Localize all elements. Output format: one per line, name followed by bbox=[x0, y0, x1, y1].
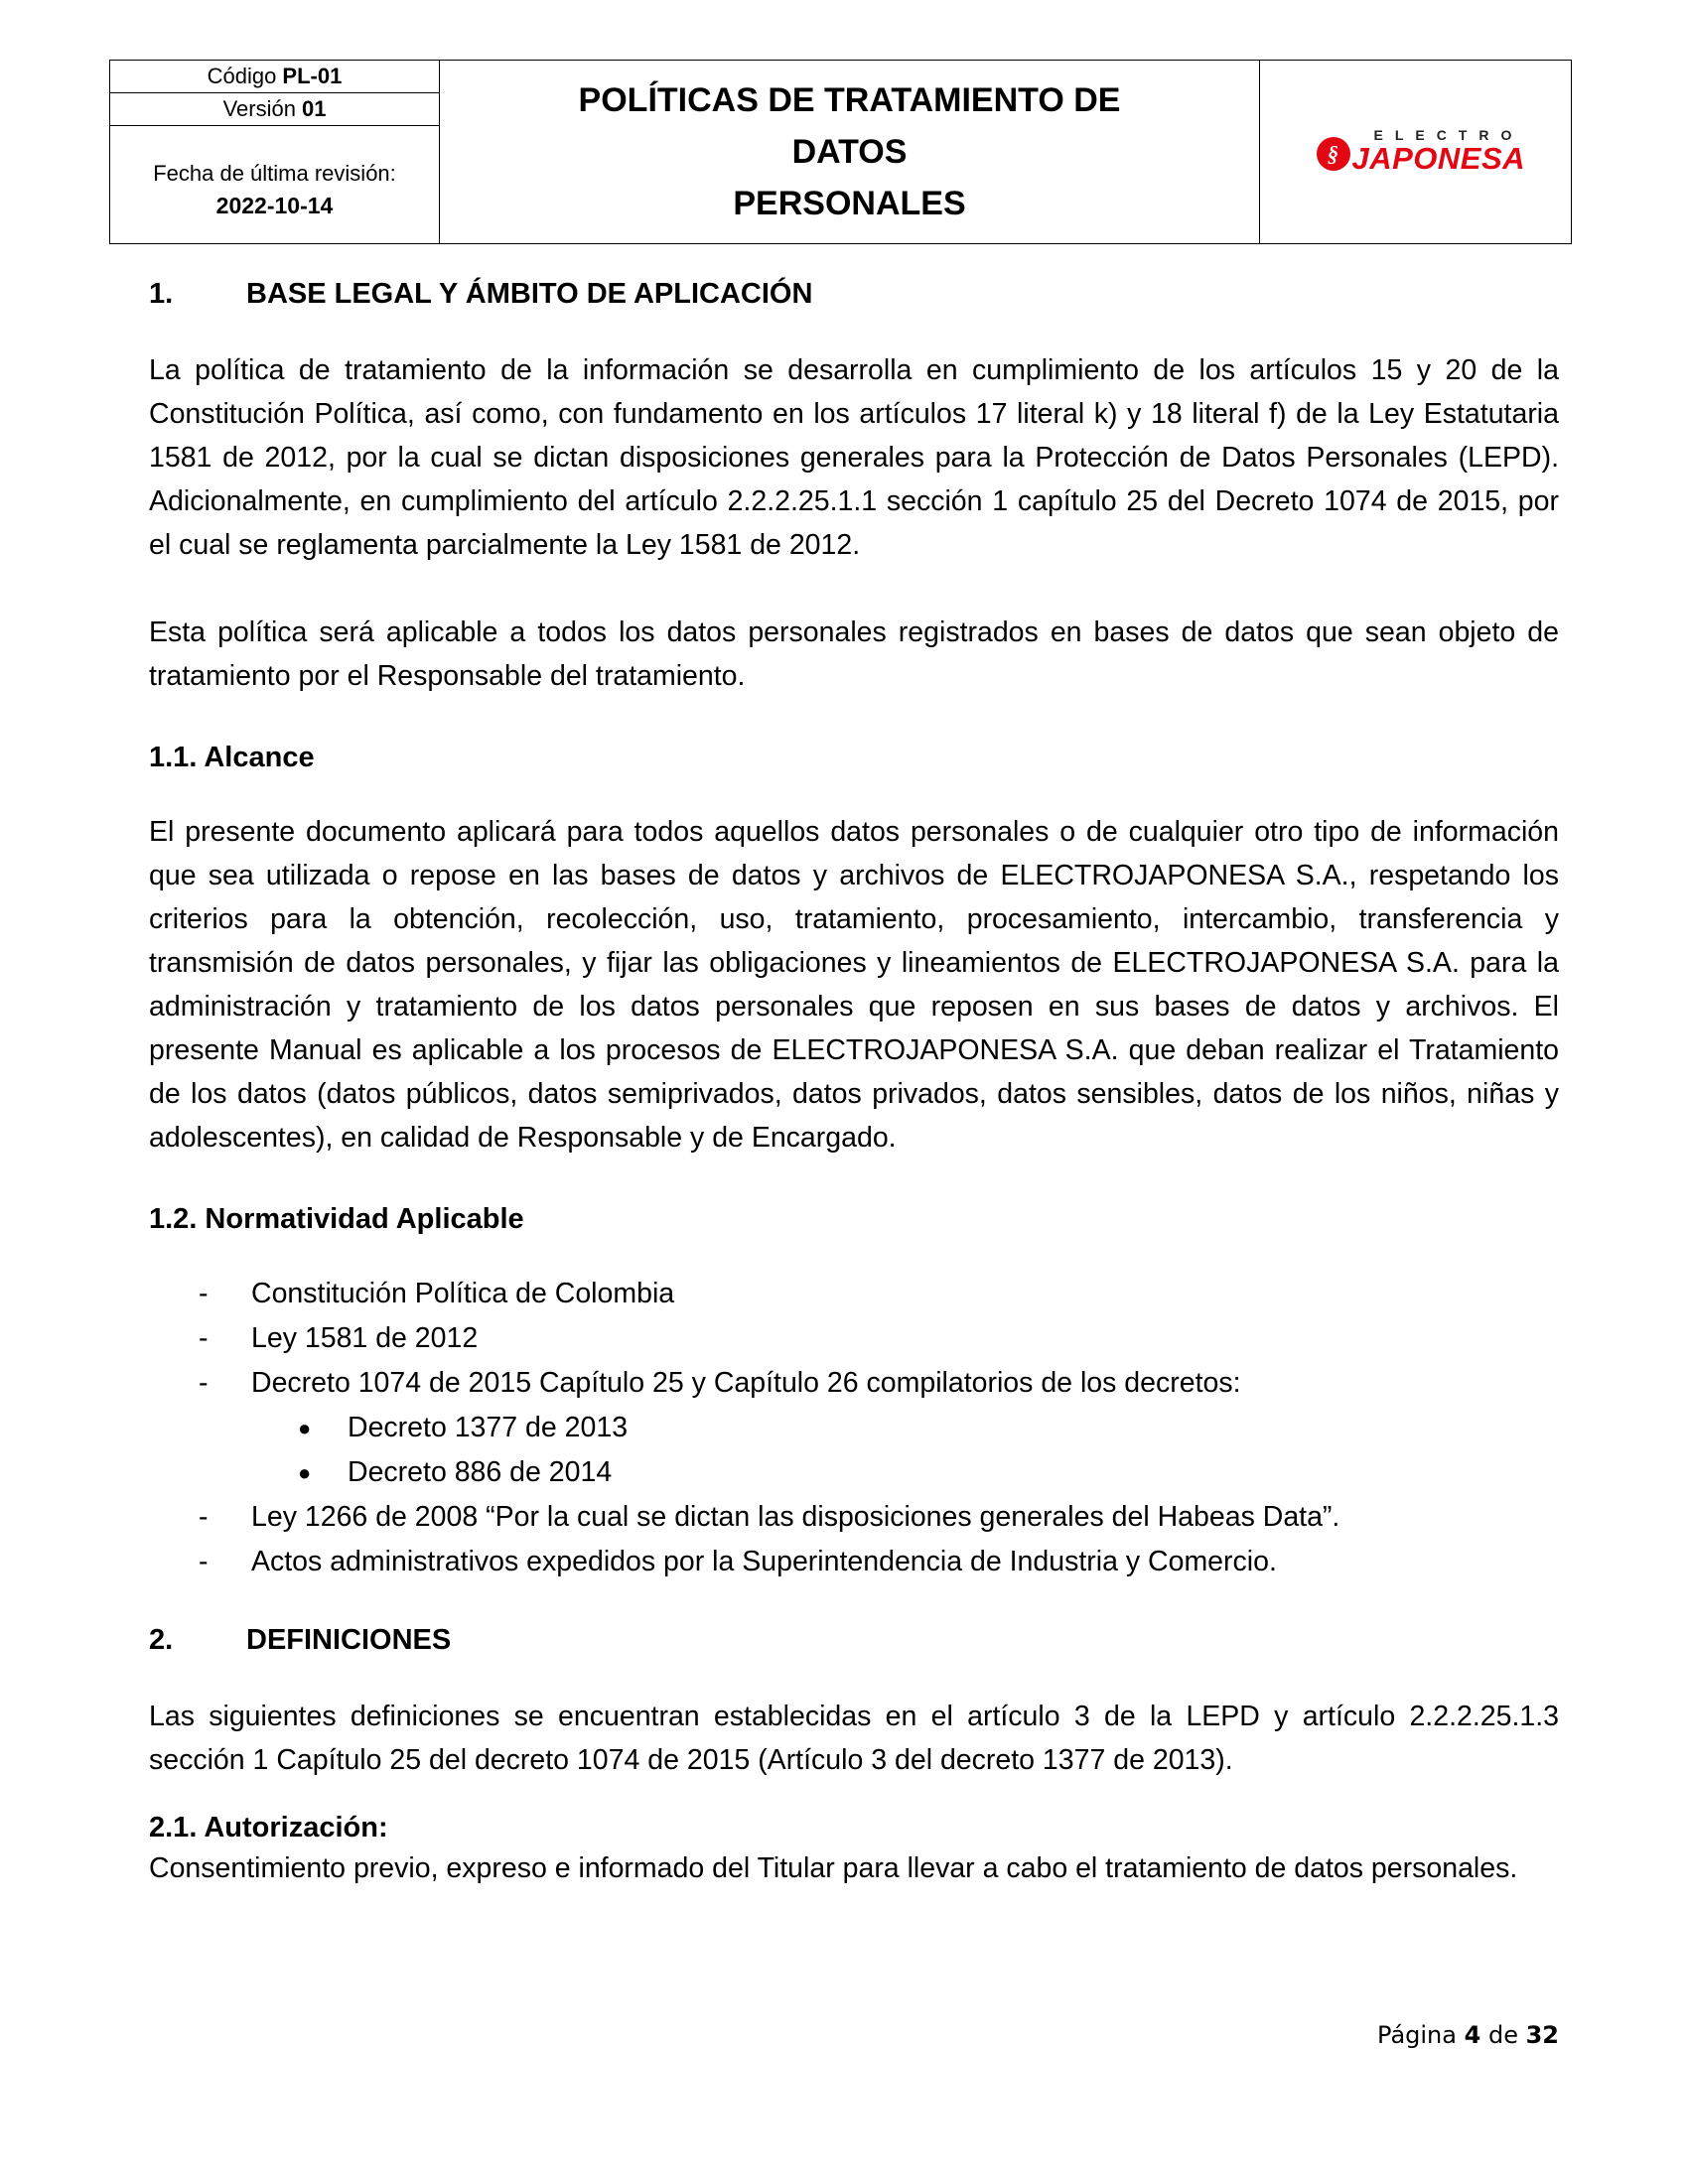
sub-list-item bbox=[298, 1406, 1559, 1450]
list-item-text: Actos administrativos expedidos por la Superintendencia de Industria y Comercio. bbox=[251, 1546, 1277, 1577]
section-1-heading bbox=[149, 278, 1559, 311]
page-number bbox=[1377, 2021, 1559, 2049]
title-line-1: POLÍTICAS DE TRATAMIENTO DE DATOS bbox=[578, 81, 1121, 171]
section-2-number: 2. bbox=[149, 1624, 174, 1656]
revision-date-value: 2022-10-14 bbox=[215, 193, 334, 218]
version-value: 01 bbox=[301, 96, 327, 121]
header-logo-cell bbox=[1260, 61, 1571, 243]
revision-date-label: Fecha de última revisión: bbox=[153, 161, 396, 186]
revision-date-cell bbox=[110, 126, 439, 243]
document-body bbox=[149, 278, 1559, 1934]
section-2-1-paragraph: Consentimiento previo, expreso e informado del Titular para llevar a cabo el tratamiento de datos personales. bbox=[149, 1852, 1518, 1884]
list-item bbox=[149, 1495, 1559, 1540]
section-2-1-heading: 2.1. Autorización: bbox=[149, 1812, 388, 1843]
current-page: 4 bbox=[1464, 2021, 1481, 2049]
list-item bbox=[149, 1316, 1559, 1361]
section-1-number: 1. bbox=[149, 278, 174, 310]
dash-marker: - bbox=[199, 1322, 209, 1354]
code-label: Código bbox=[207, 64, 277, 88]
list-item bbox=[149, 1540, 1559, 1584]
section-1-paragraph-2: Esta política será aplicable a todos los datos personales registrados en bases de datos que sean objeto de tratamiento por el Responsable del tratamiento. bbox=[149, 616, 1559, 692]
section-1-1-heading: 1.1. Alcance bbox=[149, 742, 315, 773]
company-logo bbox=[1317, 127, 1526, 177]
version-label: Versión bbox=[222, 96, 296, 121]
section-2-heading bbox=[149, 1624, 1559, 1657]
dash-marker: - bbox=[199, 1546, 209, 1577]
sub-list-item-text: Decreto 886 de 2014 bbox=[348, 1456, 613, 1488]
header-title-cell bbox=[440, 61, 1260, 243]
code-row bbox=[110, 61, 439, 93]
dash-marker: - bbox=[199, 1367, 209, 1399]
version-row bbox=[110, 93, 439, 126]
bullet-icon: ● bbox=[298, 1460, 312, 1485]
page-of: de bbox=[1487, 2021, 1518, 2049]
document-title bbox=[522, 74, 1178, 229]
section-2-title: DEFINICIONES bbox=[246, 1624, 452, 1656]
list-item-text: Ley 1266 de 2008 “Por la cual se dictan las disposiciones generales del Habeas Data”. bbox=[251, 1501, 1340, 1533]
dash-marker: - bbox=[199, 1501, 209, 1533]
sub-list-item bbox=[298, 1450, 1559, 1495]
dash-marker: - bbox=[199, 1278, 209, 1309]
sub-list-item-text: Decreto 1377 de 2013 bbox=[348, 1412, 629, 1443]
list-item-text: Constitución Política de Colombia bbox=[251, 1278, 675, 1309]
list-item-text: Decreto 1074 de 2015 Capítulo 25 y Capítulo 26 compilatorios de los decretos: bbox=[251, 1367, 1241, 1399]
logo-top-text: ELECTRO bbox=[1373, 127, 1524, 143]
logo-main-text: JAPONESA bbox=[1351, 141, 1526, 176]
code-value: PL-01 bbox=[282, 64, 343, 88]
section-1-title: BASE LEGAL Y ÁMBITO DE APLICACIÓN bbox=[246, 278, 813, 310]
regulations-list bbox=[149, 1272, 1559, 1584]
section-1-1-paragraph: El presente documento aplicará para todos aquellos datos personales o de cualquier otro tipo de información que sea utilizada o repose en las bases de datos y archivos de ELECTROJAPONESA S.A., respetando los criterios para la obtención, recolección, uso, tratamiento, procesamiento, intercambio, transferencia y transmisión de datos personales, y fijar las obligaciones y lineamientos de ELECTROJAPONESA S.A. para la administración y tratamiento de los datos personales que reposen en sus bases de datos y archivos. El presente Manual es aplicable a los procesos de ELECTROJAPONESA S.A. que deban realizar el Tratamiento de los datos (datos públicos, datos semiprivados, datos privados, datos sensibles, datos de los niños, niñas y adolescentes), en calidad de Responsable y de Encargado. bbox=[149, 816, 1559, 1154]
list-item bbox=[149, 1272, 1559, 1316]
section-2-paragraph: Las siguientes definiciones se encuentran establecidas en el artículo 3 de la LEPD y artículo 2.2.2.25.1.3 sección 1 Capítulo 25 del decreto 1074 de 2015 (Artículo 3 del decreto 1377 de 2013). bbox=[149, 1701, 1559, 1776]
bullet-icon: ● bbox=[298, 1416, 312, 1440]
page-label: Página bbox=[1377, 2021, 1457, 2049]
logo-mark-icon: § bbox=[1317, 137, 1350, 171]
total-pages: 32 bbox=[1525, 2021, 1559, 2049]
list-item bbox=[149, 1361, 1559, 1406]
title-line-2: PERSONALES bbox=[733, 185, 966, 222]
document-header bbox=[109, 60, 1572, 244]
section-1-paragraph-1: La política de tratamiento de la información se desarrolla en cumplimiento de los artículos 15 y 20 de la Constitución Política, así como, con fundamento en los artículos 17 literal k) y 18 literal f) de la Ley Estatutaria 1581 de 2012, por la cual se dictan disposiciones generales para la Protección de Datos Personales (LEPD). Adicionalmente, en cumplimiento del artículo 2.2.2.25.1.1 sección 1 capítulo 25 del Decreto 1074 de 2015, por el cual se reglamenta parcialmente la Ley 1581 de 2012. bbox=[149, 354, 1559, 561]
section-1-2-heading: 1.2. Normatividad Aplicable bbox=[149, 1203, 524, 1235]
list-item-text: Ley 1581 de 2012 bbox=[251, 1322, 479, 1354]
header-meta bbox=[110, 61, 440, 243]
